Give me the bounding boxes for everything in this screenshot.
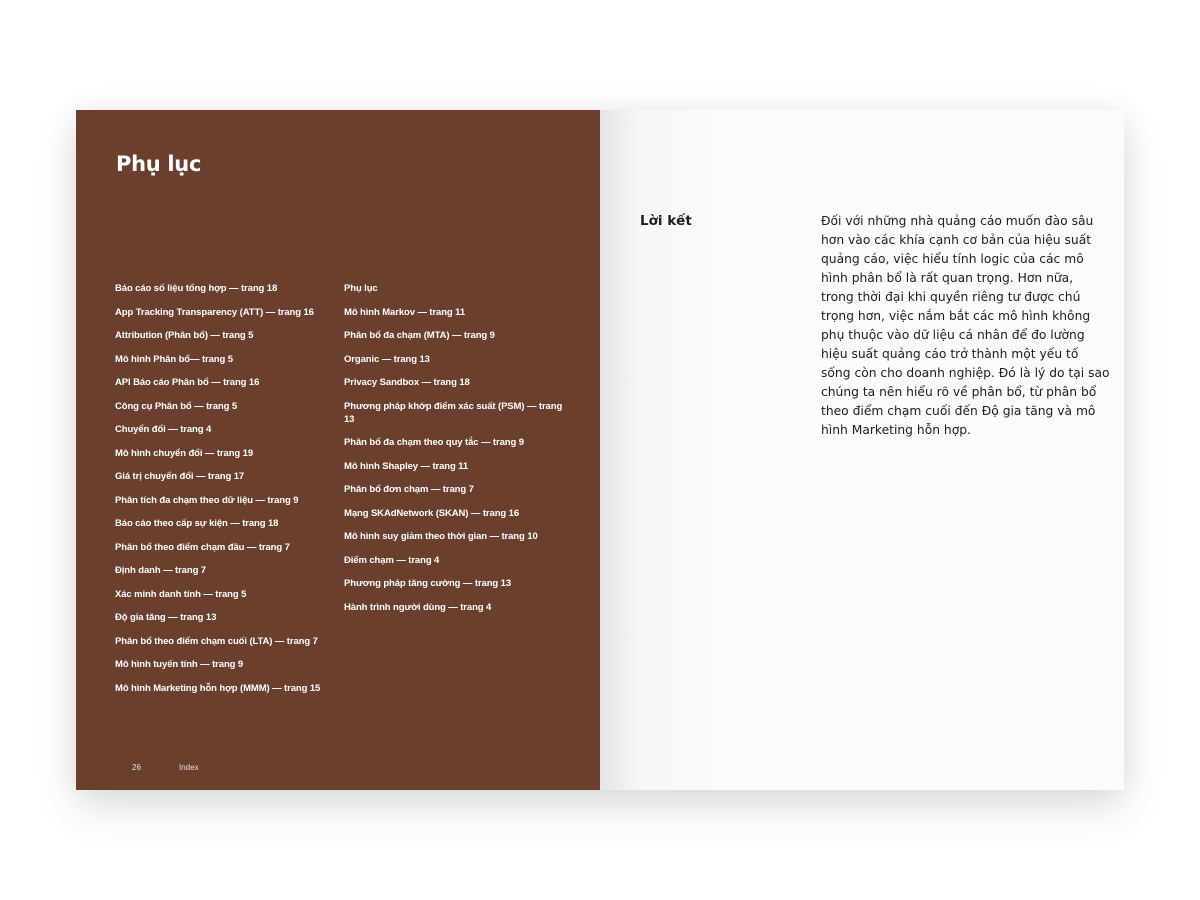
right-page-conclusion <box>600 110 1124 790</box>
index-entry: Hành trình người dùng — trang 4 <box>344 601 492 613</box>
index-entry: Phương pháp tăng cường — trang 13 <box>344 578 511 589</box>
index-entry: Phụ lục <box>344 283 378 294</box>
body-line: chúng ta nên hiểu rõ về phân bổ, từ phân bổ <box>821 385 1097 399</box>
body-line: phụ thuộc vào dữ liệu cá nhân để đo lường <box>821 328 1085 342</box>
index-entry: Mô hình Marketing hỗn hợp (MMM) — trang 15 <box>115 682 321 694</box>
index-entry: Giá trị chuyển đổi — trang 17 <box>115 471 245 482</box>
index-entry: Chuyển đổi — trang 4 <box>115 424 212 435</box>
index-entry: Phương pháp khớp điểm xác suất (PSM) — trang 13 <box>344 400 563 425</box>
body-line: hơn vào các khía cạnh cơ bản của hiệu suất <box>821 233 1092 247</box>
index-entry: App Tracking Transparency (ATT) — trang 16 <box>115 306 314 318</box>
index-entry: Mô hình chuyển đổi — trang 19 <box>115 447 254 459</box>
index-column-1 <box>115 282 340 705</box>
index-entry: Định danh — trang 7 <box>115 565 206 576</box>
section-heading: Lời kết <box>640 213 692 229</box>
index-entry: Phân tích đa chạm theo dữ liệu — trang 9 <box>115 494 299 506</box>
index-entry: Organic — trang 13 <box>344 353 430 365</box>
index-entry: Mô hình Phân bổ— trang 5 <box>115 353 233 365</box>
body-line: sống còn cho doanh nghiệp. Đó là lý do tại sao <box>821 366 1110 380</box>
index-entry: API Báo cáo Phân bổ — trang 16 <box>115 377 260 388</box>
index-entry: Privacy Sandbox — trang 18 <box>344 377 470 388</box>
index-entry: Mô hình Markov — trang 11 <box>344 306 466 318</box>
index-entry: Báo cáo số liệu tổng hợp — trang 18 <box>115 283 278 294</box>
index-entry: Phân bổ đa chạm (MTA) — trang 9 <box>344 330 495 341</box>
index-entry: Phân bổ đơn chạm — trang 7 <box>344 484 474 495</box>
index-entry: Điểm chạm — trang 4 <box>344 554 440 566</box>
index-entry: Xác minh danh tính — trang 5 <box>115 588 247 600</box>
body-line: quảng cáo, việc hiểu tính logic của các mô <box>821 252 1084 266</box>
body-line: hiệu suất quảng cáo trở thành một yếu tố <box>821 347 1079 361</box>
index-entry: Mô hình tuyến tính — trang 9 <box>115 659 244 670</box>
index-entry: Độ gia tăng — trang 13 <box>115 612 217 623</box>
index-entry: Mô hình Shapley — trang 11 <box>344 460 469 472</box>
body-line: Đối với những nhà quảng cáo muốn đào sâu <box>821 214 1094 228</box>
index-entry: Phân bổ theo điểm chạm cuối (LTA) — trang 7 <box>115 635 318 647</box>
index-entry: Mô hình suy giảm theo thời gian — trang 10 <box>344 531 538 542</box>
body-paragraph <box>821 212 1110 440</box>
book-spread <box>76 110 1124 790</box>
index-entry: Attribution (Phân bổ) — trang 5 <box>115 330 254 341</box>
page-number: 26 <box>132 763 141 772</box>
index-entry: Mạng SKAdNetwork (SKAN) — trang 16 <box>344 507 520 519</box>
body-line: hình phân bổ là rất quan trọng. Hơn nữa, <box>821 271 1074 285</box>
index-entry: Báo cáo theo cấp sự kiện — trang 18 <box>115 518 279 529</box>
left-page-index <box>76 110 600 790</box>
body-line: hình Marketing hỗn hợp. <box>821 423 971 437</box>
index-column-2 <box>344 282 569 624</box>
index-entry: Công cụ Phân bổ — trang 5 <box>115 400 238 412</box>
body-line: trong thời đại khi quyền riêng tư được chú <box>821 290 1081 304</box>
body-line: trọng hơn, việc nắm bắt các mô hình không <box>821 309 1091 323</box>
index-entry: Phân bổ theo điểm chạm đầu — trang 7 <box>115 541 290 553</box>
body-line: theo điểm chạm cuối đến Độ gia tăng và mô <box>821 404 1096 418</box>
page-title: Phụ lục <box>116 152 202 176</box>
index-entry: Phân bổ đa chạm theo quy tắc — trang 9 <box>344 437 524 448</box>
section-label: Index <box>179 763 199 772</box>
